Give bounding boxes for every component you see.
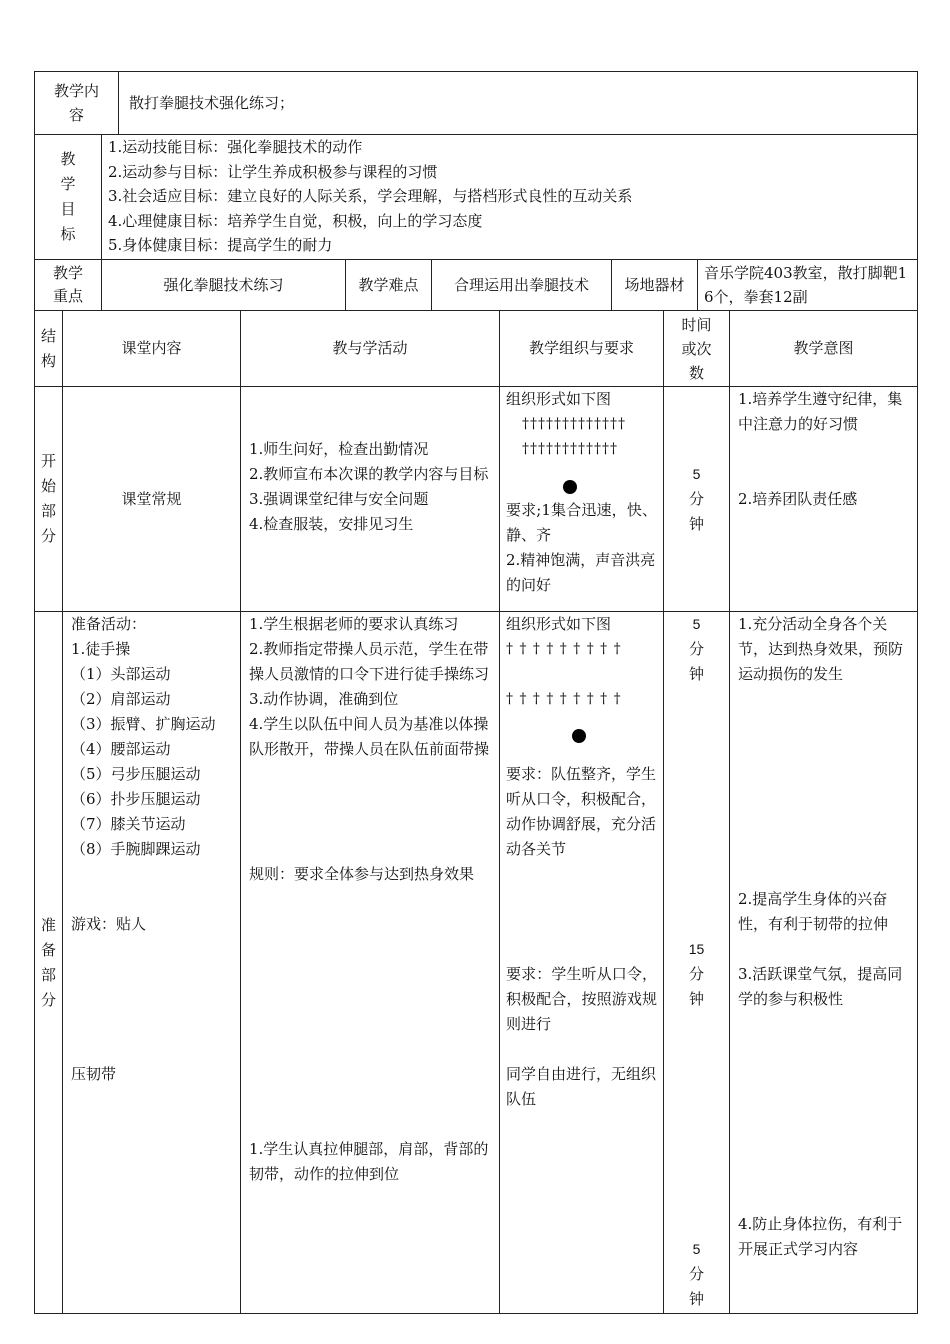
prep-requirement: 要求：学生听从口令，积极配合，按照游戏规则进行 [506, 965, 657, 1033]
prep-exercise-item: （6）扑步压腿运动 [71, 790, 201, 808]
difficulty-value: 合理运用出拳腿技术 [453, 275, 589, 294]
start-section-label: 开始部分 [40, 452, 56, 545]
venue-value-cell [698, 260, 918, 311]
start-formation-row: †††††††††††† [522, 441, 618, 457]
prep-content-cell [63, 612, 241, 1314]
prep-game: 游戏：贴人 [71, 915, 147, 933]
venue-value: 音乐学院403教室，散打脚靶16个，拳套12副 [704, 264, 908, 306]
prep-activity: 3.动作协调，准确到位 [249, 690, 399, 708]
goal-item: 5.身体健康目标：提高学生的耐力 [108, 236, 333, 255]
prep-org-title: 组织形式如下图 [506, 615, 612, 633]
prep-intent-item: 3.活跃课堂气氛，提高同学的参与积极性 [738, 965, 903, 1008]
content-value-cell [119, 72, 918, 135]
start-requirement: 2.精神饱满，声音洪亮的问好 [506, 551, 656, 594]
prep-time-value: 5 [692, 1241, 701, 1257]
start-time-value: 5 [692, 465, 701, 482]
start-activity: 3.强调课堂纪律与安全问题 [249, 490, 429, 508]
start-activity: 4.检查服装，安排见习生 [249, 515, 414, 533]
goals-label-cell [35, 135, 102, 260]
col-time [664, 311, 730, 387]
start-activity: 2.教师宣布本次课的教学内容与目标 [249, 465, 489, 483]
prep-exercise-item: （4）腰部运动 [71, 740, 171, 758]
col-intent [730, 311, 918, 387]
prep-section-row [35, 612, 918, 1314]
goals-list [102, 135, 918, 260]
goal-item: 2.运动参与目标：让学生养成积极参与课程的习惯 [108, 162, 438, 181]
lesson-table [34, 310, 918, 1314]
col-structure [35, 311, 63, 387]
prep-activities-cell [241, 612, 500, 1314]
prep-teacher-marker [506, 712, 657, 762]
start-time-cell [664, 387, 730, 612]
start-section-row [35, 387, 918, 612]
prep-intent-item: 4.防止身体拉伤，有利于开展正式学习内容 [738, 1215, 903, 1258]
prep-requirement: 要求：队伍整齐，学生听从口令，积极配合，动作协调舒展，充分活动各关节 [506, 765, 657, 858]
prep-time-value: 15 [688, 941, 705, 957]
lesson-plan [34, 71, 917, 1314]
start-intent-item: 1.培养学生遵守纪律，集中注意力的好习惯 [738, 390, 903, 433]
goal-item: 3.社会适应目标：建立良好的人际关系，学会理解，与搭档形式良性的互动关系 [108, 187, 633, 206]
content-value: 散打拳腿技术强化练习； [129, 93, 295, 112]
difficulty-label: 教学难点 [358, 275, 419, 294]
start-content: 课堂常规 [121, 489, 182, 508]
key-points-table [34, 259, 918, 311]
col-content [63, 311, 241, 387]
prep-exercise-item: （3）振臂、扩胸运动 [71, 715, 216, 733]
prep-organization-cell [500, 612, 664, 1314]
key-value: 强化拳腿技术练习 [163, 275, 284, 294]
col-time-label: 时间或次数 [681, 315, 712, 382]
prep-activity: 2.教师指定带操人员示范，学生在带操人员激情的口令下进行徒手操练习 [249, 640, 490, 683]
col-activities-label: 教与学活动 [332, 339, 408, 357]
goal-item: 1.运动技能目标：强化拳腿技术的动作 [108, 138, 363, 156]
prep-time-value: 5 [692, 616, 701, 632]
start-intent-cell [730, 387, 918, 612]
prep-activity: 1.学生根据老师的要求认真练习 [249, 615, 459, 633]
key-label: 教学重点 [52, 264, 83, 305]
start-activities-cell [241, 387, 500, 612]
venue-label: 场地器材 [624, 275, 685, 294]
prep-stretch-activity: 1.学生认真拉伸腿部，肩部，背部的韧带，动作的拉伸到位 [249, 1140, 489, 1183]
start-activity: 1.师生问好，检查出勤情况 [249, 440, 429, 458]
prep-formation-row: † † † † † † † † † [506, 641, 622, 657]
prep-warmup-title: 准备活动： [71, 615, 147, 633]
start-formation-row: ††††††††††††† [522, 416, 626, 432]
prep-time-unit: 分钟 [688, 965, 704, 1008]
prep-exercise-item: （1）头部运动 [71, 665, 171, 683]
start-organization-cell [500, 387, 664, 612]
start-org-title: 组织形式如下图 [506, 390, 612, 408]
difficulty-value-cell [432, 260, 612, 311]
col-organization [500, 311, 664, 387]
col-content-label: 课堂内容 [121, 339, 182, 357]
start-content-cell [63, 387, 241, 612]
header-table [34, 71, 918, 135]
teacher-dot-icon [572, 729, 586, 743]
content-label: 教学内容 [53, 82, 99, 124]
start-section-label-cell [35, 387, 63, 612]
prep-intent-item: 1.充分活动全身各个关节，达到热身效果，预防运动损伤的发生 [738, 615, 904, 683]
goal-item: 4.心理健康目标：培养学生自觉，积极，向上的学习态度 [108, 211, 483, 230]
prep-time-cell [664, 612, 730, 1314]
col-structure-label: 结构 [40, 326, 56, 370]
key-label-cell [35, 260, 102, 311]
start-requirement: 要求;1集合迅速，快、静、齐 [506, 501, 657, 544]
col-activities [241, 311, 500, 387]
prep-section-label: 准备部分 [40, 915, 56, 1009]
col-intent-label: 教学意图 [793, 339, 854, 357]
col-organization-label: 教学组织与要求 [528, 339, 634, 357]
teacher-dot-icon [563, 480, 577, 494]
prep-formation-row: † † † † † † † † † [506, 691, 622, 707]
prep-requirement: 同学自由进行，无组织队伍 [506, 1065, 657, 1108]
column-header-row [35, 311, 918, 387]
prep-exercise-item: （2）肩部运动 [71, 690, 171, 708]
prep-exercise-title: 1.徒手操 [71, 640, 131, 658]
content-label-cell [35, 72, 119, 135]
prep-game-rule: 规则：要求全体参与达到热身效果 [249, 865, 475, 883]
prep-activity: 4.学生以队伍中间人员为基准以体操队形散开，带操人员在队伍前面带操 [249, 715, 490, 758]
prep-exercise-item: （7）膝关节运动 [71, 815, 186, 833]
key-value-cell [102, 260, 346, 311]
prep-time-unit: 分钟 [688, 1265, 704, 1308]
difficulty-label-cell [346, 260, 432, 311]
prep-time-unit: 分钟 [688, 640, 704, 683]
prep-stretch: 压韧带 [71, 1065, 117, 1083]
start-intent-item: 2.培养团队责任感 [738, 490, 858, 508]
prep-intent-item: 2.提高学生身体的兴奋性，有利于韧带的拉伸 [738, 890, 889, 933]
goals-label: 教学目标 [60, 150, 76, 243]
goals-table [34, 134, 918, 260]
venue-label-cell [612, 260, 698, 311]
prep-section-label-cell [35, 612, 63, 1314]
prep-exercise-item: （5）弓步压腿运动 [71, 765, 201, 783]
prep-intent-cell [730, 612, 918, 1314]
start-time-unit: 分钟 [688, 489, 704, 533]
start-teacher-marker [506, 462, 657, 498]
prep-exercise-item: （8）手腕脚踝运动 [71, 840, 201, 858]
